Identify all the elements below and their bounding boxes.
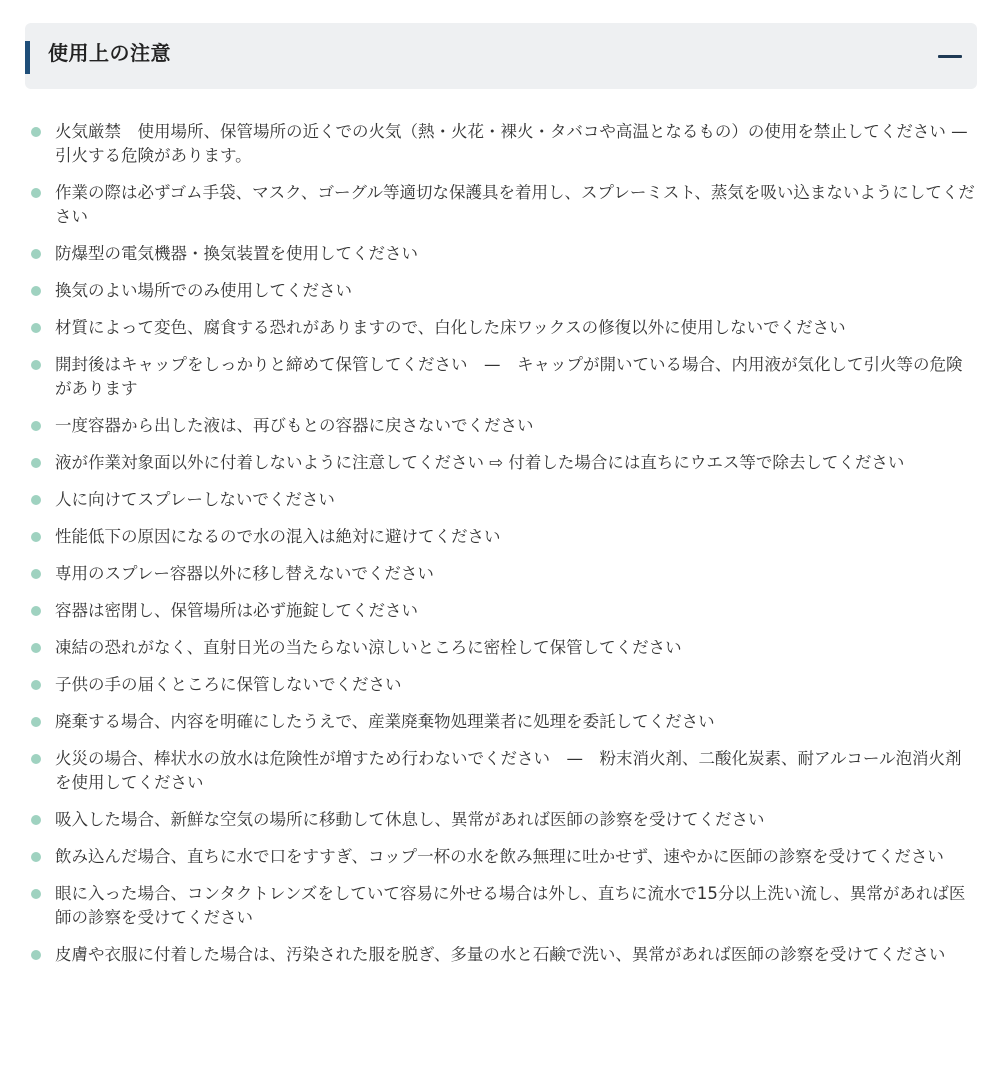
bullet-dot-icon [31, 889, 41, 899]
bullet-dot-icon [31, 606, 41, 616]
precaution-text: 廃棄する場合、内容を明確にしたうえで、産業廃棄物処理業者に処理を委託してください [55, 712, 715, 731]
precaution-item [0, 181, 1000, 229]
bullet-dot-icon [31, 815, 41, 825]
precaution-text: 開封後はキャップをしっかりと締めて保管してください — キャップが開いている場合、内用液が気化して引火等の危険があります [55, 355, 963, 398]
bullet-dot-icon [31, 532, 41, 542]
precaution-item [0, 488, 1000, 512]
precaution-text: 材質によって変色、腐食する恐れがありますので、白化した床ワックスの修復以外に使用しないでください [55, 318, 846, 337]
section-title: 使用上の注意 [48, 41, 171, 65]
precaution-text: 作業の際は必ずゴム手袋、マスク、ゴーグル等適切な保護具を着用し、スプレーミスト、蒸気を吸い込まないようにしてください [55, 183, 975, 226]
precaution-item [0, 845, 1000, 869]
bullet-dot-icon [31, 360, 41, 370]
bullet-dot-icon [31, 643, 41, 653]
precaution-item [0, 710, 1000, 734]
bullet-dot-icon [31, 188, 41, 198]
accordion-body [0, 120, 1000, 980]
precaution-item [0, 636, 1000, 660]
precaution-item [0, 882, 1000, 930]
precaution-text: 凍結の恐れがなく、直射日光の当たらない涼しいところに密栓して保管してください [55, 638, 682, 657]
bullet-dot-icon [31, 458, 41, 468]
precaution-text: 換気のよい場所でのみ使用してください [55, 281, 352, 300]
precaution-text: 眼に入った場合、コンタクトレンズをしていて容易に外せる場合は外し、直ちに流水で15分以上洗い流し、異常があれば医師の診察を受けてください [55, 884, 966, 927]
precaution-text: 皮膚や衣服に付着した場合は、汚染された服を脱ぎ、多量の水と石鹸で洗い、異常があれば医師の診察を受けてください [55, 945, 946, 964]
precaution-text: 飲み込んだ場合、直ちに水で口をすすぎ、コップ一杯の水を飲み無理に吐かせず、速やかに医師の診察を受けてください [55, 847, 944, 866]
bullet-dot-icon [31, 852, 41, 862]
precaution-text: 火気厳禁 使用場所、保管場所の近くでの火気（熱・火花・裸火・タバコや高温となるもの）の使用を禁止してください — 引火する危険があります。 [55, 122, 985, 165]
precaution-item [0, 747, 1000, 795]
bullet-dot-icon [31, 680, 41, 690]
bullet-dot-icon [31, 717, 41, 727]
precaution-item [0, 562, 1000, 586]
precaution-item [0, 451, 1000, 475]
bullet-dot-icon [31, 569, 41, 579]
bullet-dot-icon [31, 323, 41, 333]
precaution-item [0, 673, 1000, 697]
precaution-text: 液が作業対象面以外に付着しないように注意してください ⇨ 付着した場合には直ちにウエス等で除去してください [55, 453, 905, 472]
precaution-item [0, 808, 1000, 832]
precaution-text: 専用のスプレー容器以外に移し替えないでください [55, 564, 434, 583]
accordion-header[interactable] [25, 23, 977, 89]
minus-icon [938, 55, 962, 58]
precaution-item [0, 316, 1000, 340]
precaution-text: 人に向けてスプレーしないでください [55, 490, 335, 509]
precaution-text: 吸入した場合、新鮮な空気の場所に移動して休息し、異常があれば医師の診察を受けてください [55, 810, 765, 829]
bullet-dot-icon [31, 286, 41, 296]
bullet-dot-icon [31, 249, 41, 259]
precaution-item [0, 943, 1000, 967]
precaution-item [0, 120, 1000, 168]
bullet-dot-icon [31, 421, 41, 431]
precaution-list [0, 120, 1000, 967]
precaution-item [0, 525, 1000, 549]
precaution-text: 子供の手の届くところに保管しないでください [55, 675, 402, 694]
precaution-text: 一度容器から出した液は、再びもとの容器に戻さないでください [55, 416, 534, 435]
precaution-item [0, 353, 1000, 401]
accent-bar [25, 41, 30, 74]
precaution-item [0, 414, 1000, 438]
bullet-dot-icon [31, 495, 41, 505]
precaution-text: 容器は密閉し、保管場所は必ず施錠してください [55, 601, 418, 620]
collapse-toggle-icon[interactable] [938, 45, 962, 69]
bullet-dot-icon [31, 950, 41, 960]
precaution-item [0, 279, 1000, 303]
precaution-text: 性能低下の原因になるので水の混入は絶対に避けてください [55, 527, 501, 546]
precaution-text: 防爆型の電気機器・換気装置を使用してください [55, 244, 418, 263]
precaution-text: 火災の場合、棒状水の放水は危険性が増すため行わないでください — 粉末消火剤、二酸化炭素、耐アルコール泡消火剤を使用してください [55, 749, 962, 792]
bullet-dot-icon [31, 754, 41, 764]
precaution-item [0, 599, 1000, 623]
bullet-dot-icon [31, 127, 41, 137]
precaution-item [0, 242, 1000, 266]
